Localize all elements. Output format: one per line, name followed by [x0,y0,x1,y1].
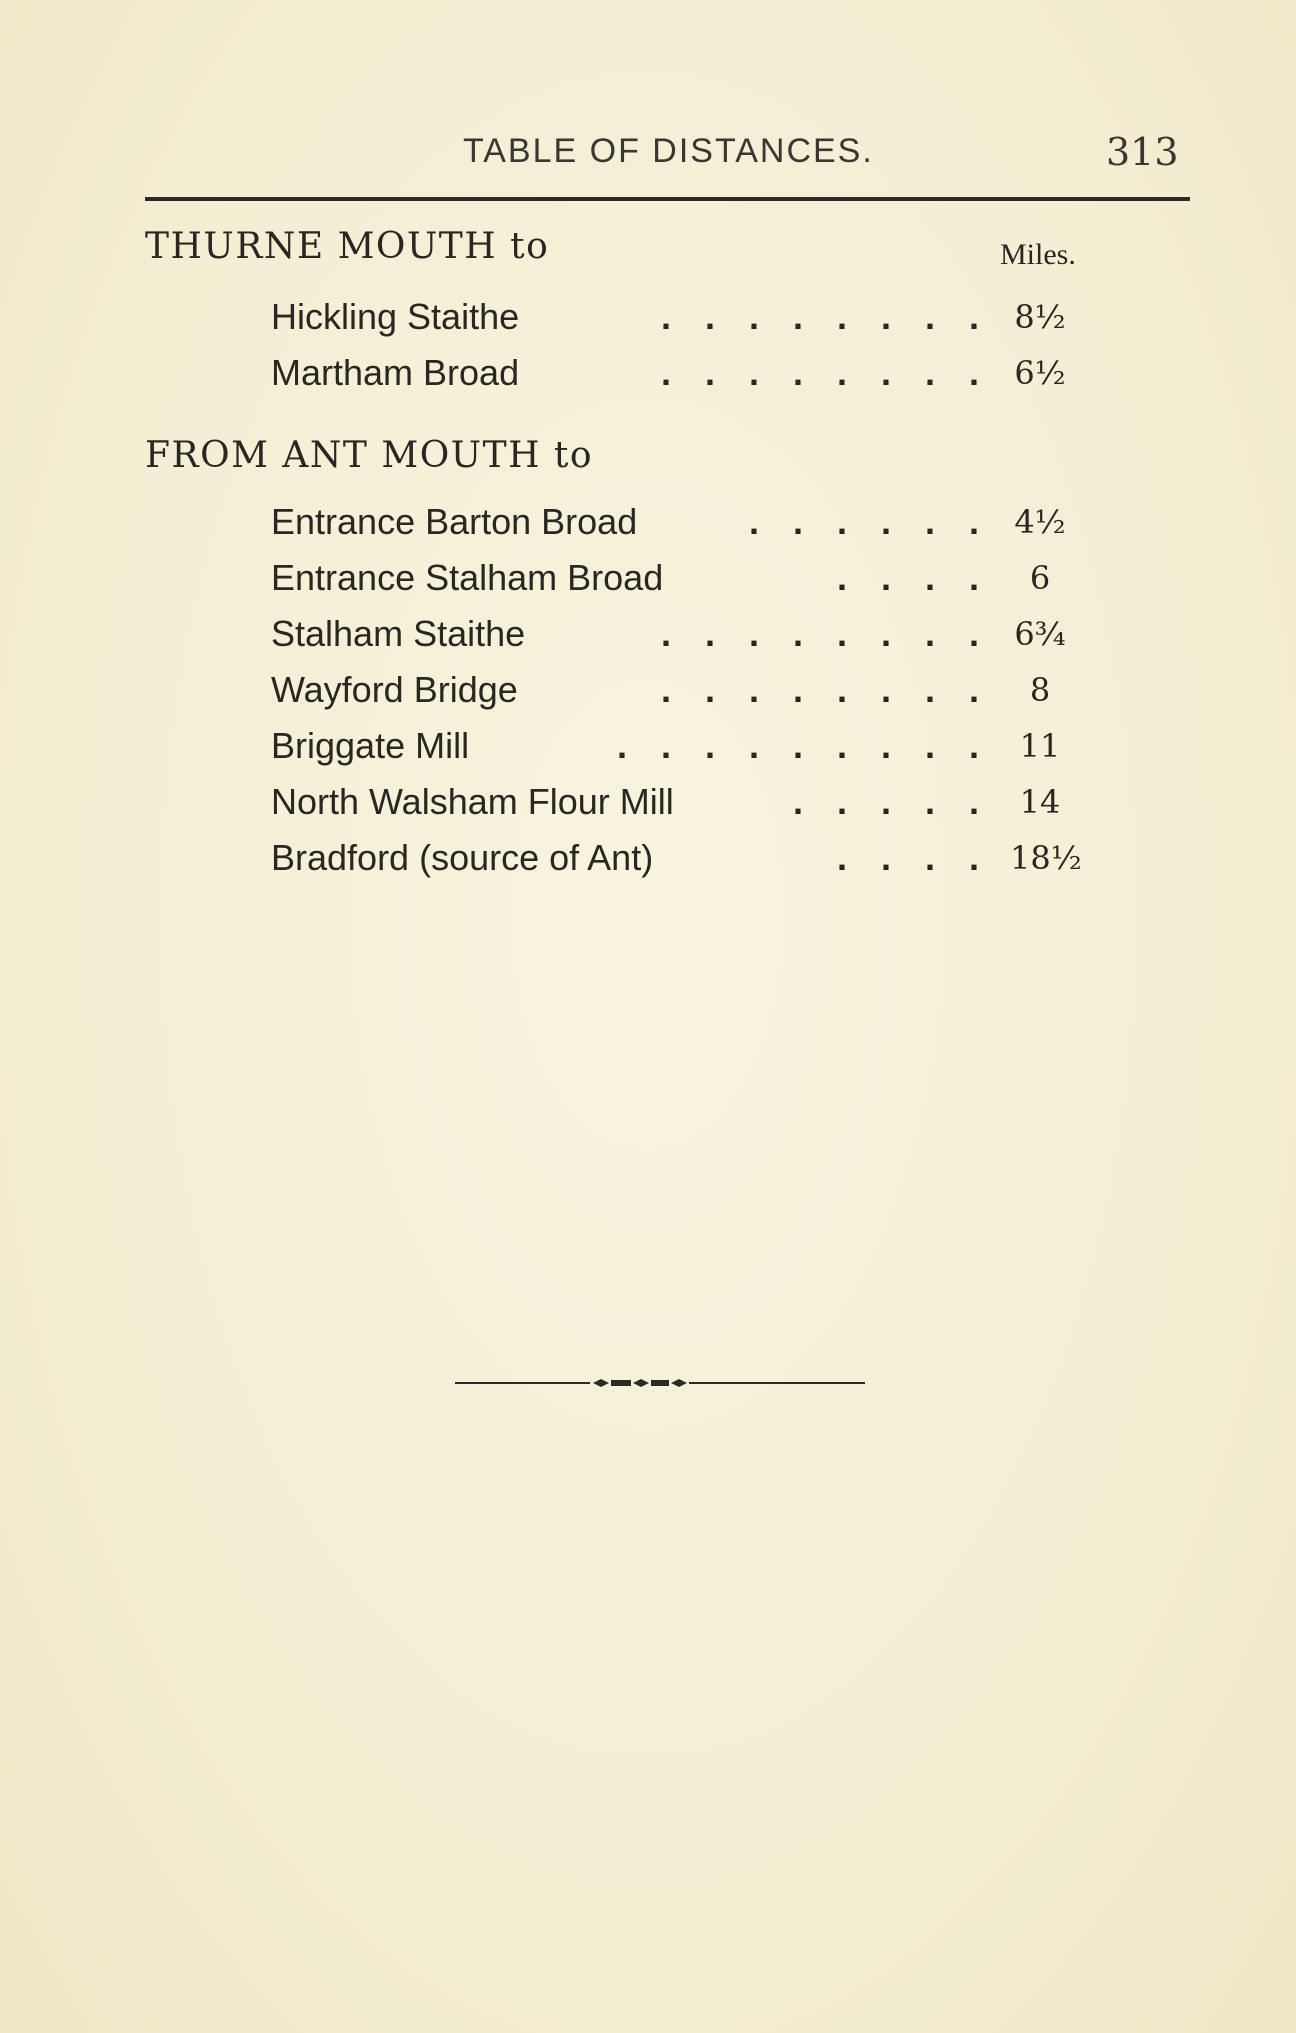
dot-leader: . . . . . . . . [660,352,991,393]
distance-value: 6 [1029,559,1051,597]
dot-leader: . . . . [836,557,991,598]
dot-leader: . . . . . [792,781,991,822]
place-name: Martham Broad [271,352,520,393]
distance-value: 6½ [1014,354,1066,392]
table-row [271,501,991,551]
place-name: Bradford (source of Ant) [271,837,654,878]
place-name: Entrance Barton Broad [271,501,638,542]
dot-leader: . . . . . . . . [660,669,991,710]
distance-value: 6¾ [1014,615,1066,653]
dot-leader: . . . . [836,837,991,878]
table-row [271,557,991,607]
miles-column-label: Miles. [1000,238,1076,271]
dot-leader: . . . . . . . . [660,613,991,654]
table-row [271,613,991,663]
running-title: TABLE OF DISTANCES. [463,132,874,170]
table-row [271,725,991,775]
dot-leader: . . . . . . [748,501,991,542]
distance-value: 8½ [1014,298,1066,336]
distance-value: 14 [1019,783,1061,821]
table-row [271,781,991,831]
section-heading-ant-mouth: FROM ANT MOUTH to [145,435,594,476]
place-name: Entrance Stalham Broad [271,557,664,598]
place-name: Hickling Staithe [271,296,520,337]
place-name: Wayford Bridge [271,669,518,710]
table-row [271,296,991,346]
distance-value: 4½ [1014,503,1066,541]
place-name: North Walsham Flour Mill [271,781,674,822]
section-heading-thurne-mouth: THURNE MOUTH to [145,226,550,267]
table-row [271,352,991,402]
running-head [0,132,1296,182]
table-row [271,837,991,887]
table-row [271,669,991,719]
page-number: 313 [1106,130,1179,174]
distance-value: 11 [1019,727,1061,765]
place-name: Stalham Staithe [271,613,526,654]
distance-value: 8 [1029,671,1051,709]
dot-leader: . . . . . . . . . [616,725,991,766]
distance-value: 18½ [1010,839,1082,877]
header-rule [145,197,1190,201]
place-name: Briggate Mill [271,725,470,766]
dot-leader: . . . . . . . . [660,296,991,337]
closing-ornament [455,1377,865,1389]
